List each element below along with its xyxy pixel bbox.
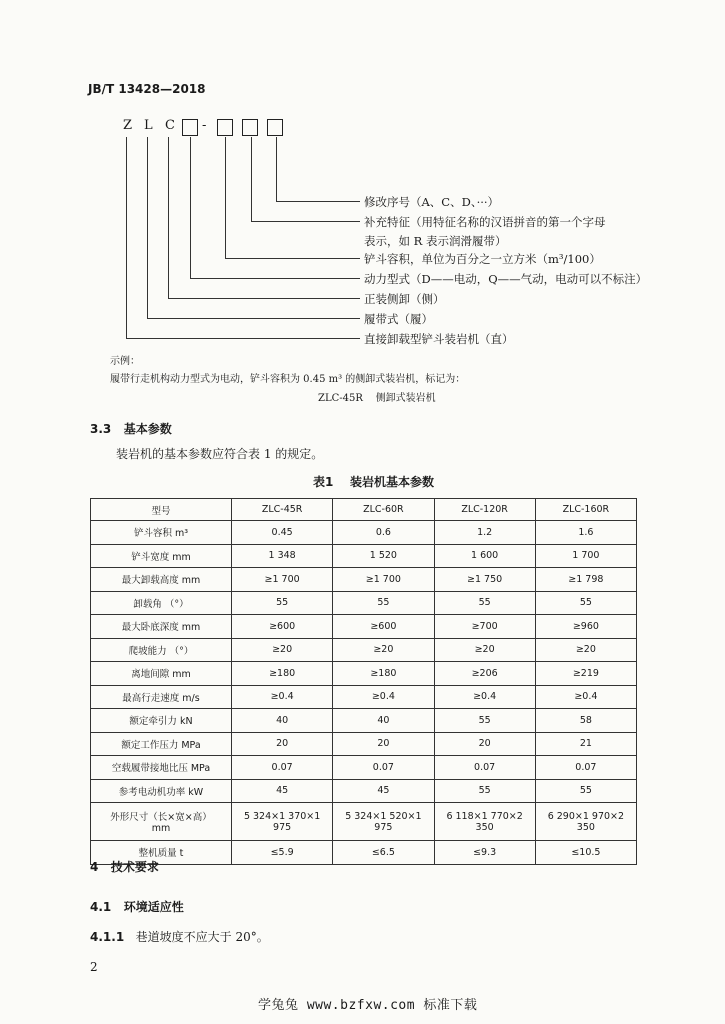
code-letter-c: C — [165, 118, 175, 133]
table-cell: 21 — [535, 732, 636, 756]
table-caption: 表1 装岩机基本参数 — [313, 475, 435, 489]
table-cell: 55 — [333, 591, 434, 615]
table-cell: 0.07 — [333, 756, 434, 780]
table-cell: 55 — [434, 709, 535, 733]
table-cell: 0.07 — [535, 756, 636, 780]
table-cell: 0.6 — [333, 521, 434, 545]
table-cell: 0.07 — [434, 756, 535, 780]
table-cell: ≤9.3 — [434, 841, 535, 865]
legend-revision: 修改序号（A、C、D、···） — [364, 195, 500, 209]
table-cell: ≥0.4 — [232, 685, 333, 709]
table-row — [91, 803, 637, 841]
table-cell: ≥1 798 — [535, 568, 636, 592]
table-cell: 20 — [232, 732, 333, 756]
table-body — [91, 521, 637, 865]
table-cell: 20 — [434, 732, 535, 756]
row-label: 额定工作压力 MPa — [91, 732, 232, 756]
example-text: 履带行走机构动力型式为电动，铲斗容积为 0.45 m³ 的侧卸式装岩机，标记为： — [110, 374, 466, 385]
parameters-table — [90, 498, 637, 865]
table-cell: 58 — [535, 709, 636, 733]
table-cell: 6 118×1 770×2 350 — [434, 803, 535, 841]
table-cell: 0.07 — [232, 756, 333, 780]
table-cell: ≥206 — [434, 662, 535, 686]
legend-supplement: 补充特征（用特征名称的汉语拼音的第一个字母 — [364, 215, 606, 229]
table-cell: 40 — [232, 709, 333, 733]
section-4-1-1 — [90, 928, 269, 945]
header-model-3: ZLC-120R — [434, 499, 535, 521]
table-cell: 0.45 — [232, 521, 333, 545]
header-model-2: ZLC-60R — [333, 499, 434, 521]
table-cell: ≥20 — [434, 638, 535, 662]
table-cell: ≥960 — [535, 615, 636, 639]
row-label: 铲斗容积 m³ — [91, 521, 232, 545]
table-cell: 1 520 — [333, 544, 434, 568]
table-cell: ≤6.5 — [333, 841, 434, 865]
section-3-3-heading: 3.3 基本参数 — [90, 422, 172, 436]
table-row — [91, 662, 637, 686]
table-cell: ≥20 — [232, 638, 333, 662]
table-header-row — [91, 499, 637, 521]
table-row — [91, 779, 637, 803]
row-label: 爬坡能力 （°） — [91, 638, 232, 662]
page-number: 2 — [90, 960, 98, 974]
table-cell: ≥219 — [535, 662, 636, 686]
table-cell: 55 — [434, 591, 535, 615]
section-4-1-heading: 4.1 环境适应性 — [90, 900, 184, 914]
legend-direct-dump: 直接卸载型铲斗装岩机（直） — [364, 332, 514, 346]
table-cell: 55 — [535, 779, 636, 803]
table-cell: 40 — [333, 709, 434, 733]
section-4-1-1-text: 巷道坡度不应大于 20°。 — [135, 930, 269, 944]
row-label: 最大卧底深度 mm — [91, 615, 232, 639]
table-row — [91, 756, 637, 780]
table-cell: ≥180 — [333, 662, 434, 686]
table-cell: ≥700 — [434, 615, 535, 639]
table-cell: ≥0.4 — [434, 685, 535, 709]
row-label: 卸载角 （°） — [91, 591, 232, 615]
table-row — [91, 732, 637, 756]
table-cell: 1 700 — [535, 544, 636, 568]
row-label: 铲斗宽度 mm — [91, 544, 232, 568]
header-model-4: ZLC-160R — [535, 499, 636, 521]
table-row — [91, 685, 637, 709]
code-letter-z: Z — [123, 118, 133, 133]
table-cell: 55 — [434, 779, 535, 803]
table-cell: ≥600 — [232, 615, 333, 639]
table-cell: 45 — [232, 779, 333, 803]
table-cell: ≥20 — [535, 638, 636, 662]
table-cell: 1.2 — [434, 521, 535, 545]
row-label: 外形尺寸（长×宽×高） mm — [91, 803, 232, 841]
row-label: 最高行走速度 m/s — [91, 685, 232, 709]
legend-power-type: 动力型式（D——电动，Q——气动，电动可以不标注） — [364, 272, 648, 286]
row-label: 整机质量 t — [91, 841, 232, 865]
table-cell: ≥600 — [333, 615, 434, 639]
table-cell: 1 600 — [434, 544, 535, 568]
section-3-3-body: 装岩机的基本参数应符合表 1 的规定。 — [116, 447, 324, 461]
row-label: 空载履带接地比压 MPa — [91, 756, 232, 780]
table-cell: ≥1 750 — [434, 568, 535, 592]
row-label: 离地间隙 mm — [91, 662, 232, 686]
row-label: 最大卸载高度 mm — [91, 568, 232, 592]
table-cell: 5 324×1 370×1 975 — [232, 803, 333, 841]
table-cell: 45 — [333, 779, 434, 803]
section-4-1-1-number: 4.1.1 — [90, 930, 125, 944]
table-cell: ≥1 700 — [232, 568, 333, 592]
standard-number: JB/T 13428—2018 — [88, 82, 206, 96]
legend-bucket-volume: 铲斗容积，单位为百分之一立方米（m³/100） — [364, 252, 601, 266]
table-row — [91, 544, 637, 568]
header-model-1: ZLC-45R — [232, 499, 333, 521]
example-label: 示例： — [110, 356, 140, 367]
table-row — [91, 521, 637, 545]
table-row — [91, 568, 637, 592]
example-marking: ZLC-45R 侧卸式装岩机 — [318, 393, 436, 404]
table-cell: ≥0.4 — [535, 685, 636, 709]
code-letter-l: L — [144, 118, 153, 133]
legend-side-dump: 正装侧卸（侧） — [364, 292, 445, 306]
code-box-2 — [217, 119, 233, 136]
table-cell: ≥0.4 — [333, 685, 434, 709]
section-4-heading: 4 技术要求 — [90, 860, 159, 874]
row-label: 参考电动机功率 kW — [91, 779, 232, 803]
legend-crawler: 履带式（履） — [364, 312, 433, 326]
footer-watermark[interactable]: 学兔兔 www.bzfxw.com 标准下载 — [258, 998, 478, 1013]
table-row — [91, 615, 637, 639]
table-cell: ≤10.5 — [535, 841, 636, 865]
table-row — [91, 591, 637, 615]
table-cell: 55 — [232, 591, 333, 615]
table-cell: 5 324×1 520×1 975 — [333, 803, 434, 841]
row-label: 额定牵引力 kN — [91, 709, 232, 733]
legend-supplement-cont: 表示，如 R 表示润滑履带） — [364, 234, 507, 248]
table-cell: ≥20 — [333, 638, 434, 662]
table-cell: 1 348 — [232, 544, 333, 568]
table-row — [91, 841, 637, 865]
table-cell: 55 — [535, 591, 636, 615]
table-cell: ≤5.9 — [232, 841, 333, 865]
table-cell: 20 — [333, 732, 434, 756]
code-box-3 — [242, 119, 258, 136]
code-box-4 — [267, 119, 283, 136]
code-box-1 — [182, 119, 198, 136]
table-cell: ≥180 — [232, 662, 333, 686]
code-dash: - — [202, 118, 207, 133]
table-row — [91, 638, 637, 662]
table-cell: 1.6 — [535, 521, 636, 545]
header-model: 型号 — [91, 499, 232, 521]
table-cell: ≥1 700 — [333, 568, 434, 592]
table-cell: 6 290×1 970×2 350 — [535, 803, 636, 841]
table-row — [91, 709, 637, 733]
